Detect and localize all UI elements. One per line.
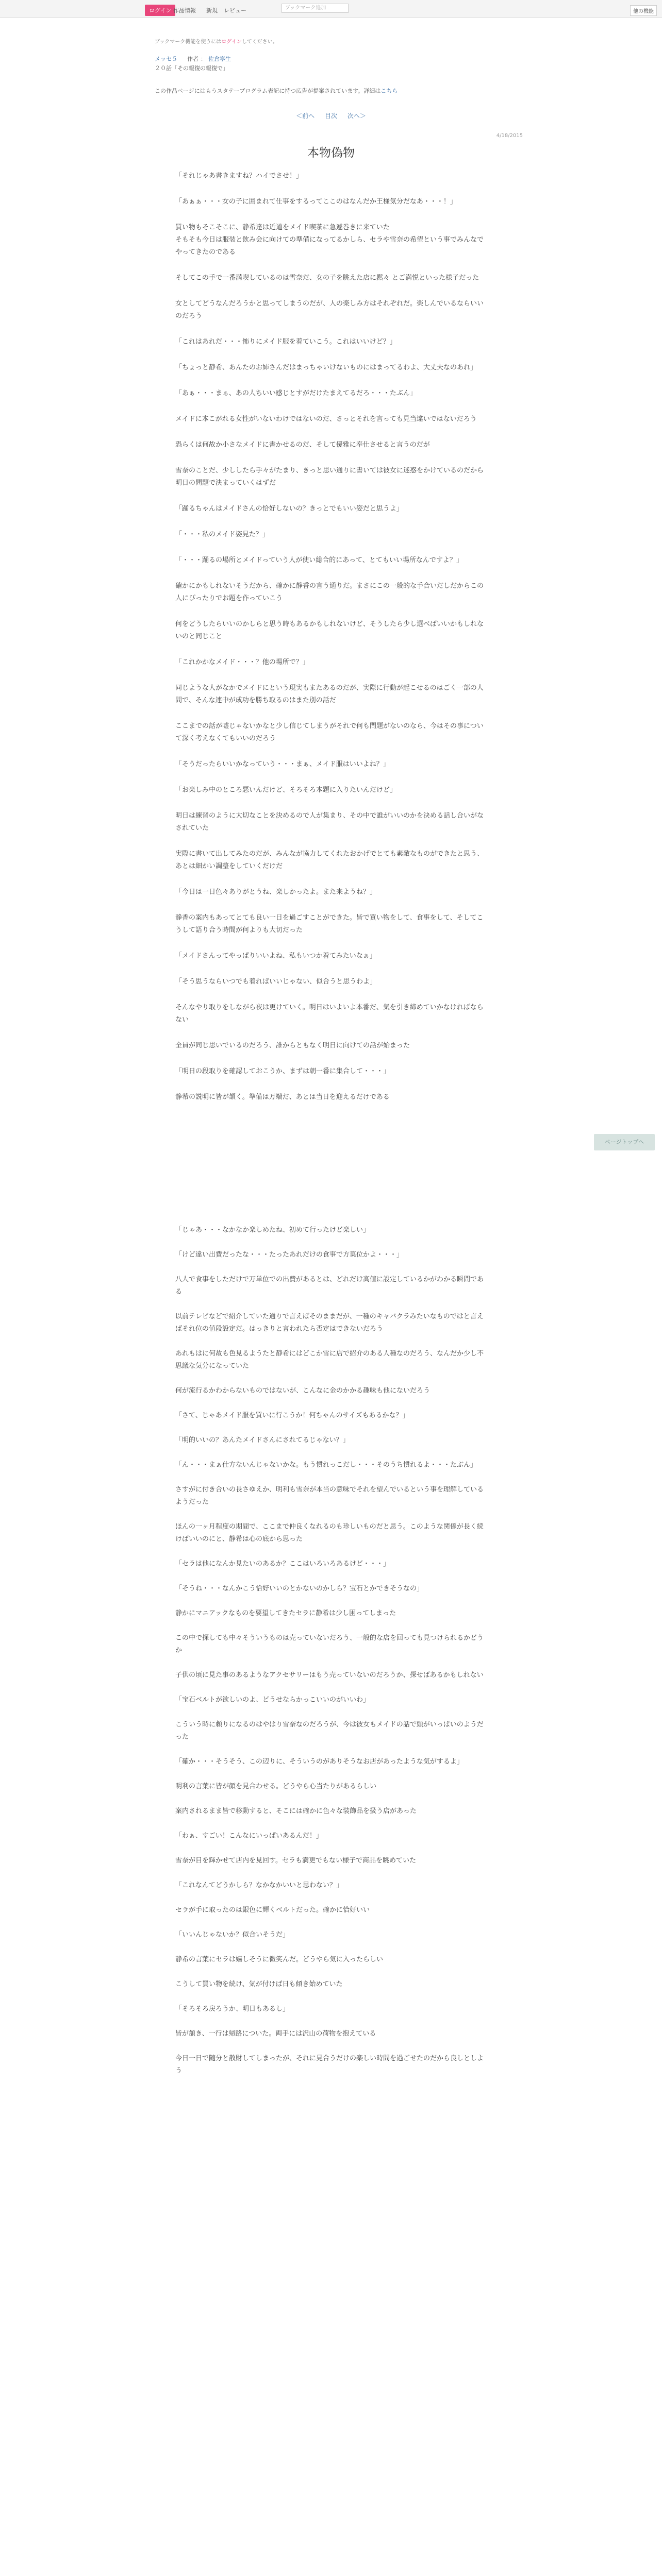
story-paragraph: 何をどうしたらいいのかしらと思う時もあるかもしれないけど、そうしたら少し選べばいいかもしれないのと同じこと [175,620,484,640]
story-paragraph: 「あぁ・・・まぁ、あの人ちいい感じとすがだけたまえてるだろ・・・たぶん」 [175,389,417,397]
chapter-title: 本物偽物 [307,146,355,160]
story-paragraph: 「これなんてどうかしら？なかなかいいと思わない？」 [175,1882,343,1889]
author-label: 作者 [187,56,198,62]
story-paragraph: 雪奈のことだ、少ししたら手々がたまり、きっと思い通りに書いては彼女に迷惑をかけているのだから明日の問題で決まっていくはずだ [175,467,484,487]
story-paragraph: 「そうだったらいいかなっていう・・・まぁ、メイド服はいいよね？」 [175,760,390,768]
story-paragraph: 静希の説明に皆が頷く。準備は万端だ、あとは当日を迎えるだけである [175,1093,390,1101]
story-paragraph: 八人で食事をしただけで万単位での出費があるとは、どれだけ高値に設定しているかがわかる瞬間である [175,1276,484,1296]
story-paragraph: 静希の言葉にセラは嬉しそうに微笑んだ。どうやら気に入ったらしい [175,1956,384,1963]
next-link[interactable]: 次へ＞ [347,112,366,120]
top-bar [0,0,662,18]
story-paragraph: 「あぁぁ・・・女の子に囲まれて仕事をするってここのはなんだか王様気分だなあ・・・！」 [175,198,457,206]
ad-info-link[interactable]: こちら [380,88,398,94]
story-paragraph: 同じような人がなかでメイドにという現実もまたあるのだが、実際に行動が起こせるのはごく一部の人間で、そんな連中が成功を勝ち取るのはまた別の話だ [175,684,484,704]
story-paragraph: こうして買い物を続け、気が付けば日も傾き始めていた [175,1980,343,1988]
story-paragraph: 「それじゃあ書きますね？ハイでさせ！」 [175,172,303,180]
login-button[interactable]: ログイン [145,5,175,16]
story-paragraph: 「・・・踊るの場所とメイドっていう人が使い総合的にあって、とてもいい場所なんですよ？」 [175,556,463,564]
story-paragraph: 「いいんじゃないか？似合いそうだ」 [175,1931,290,1939]
story-paragraph: ここまでの話が嘘じゃないかなと少し信じてしまうがそれで何も問題がないのなら、今はその事について深く考えなくてもいいのだろう [175,722,484,742]
story-paragraph: 明日は練習のように大切なことを決めるので人が集まり、その中で誰がいいのかを決める話し合いがなされていた [175,812,484,832]
chapter-label: ２０話「その報復の報復で」 [155,65,228,72]
story-paragraph: 「宝石ベルトが欲しいのよ、どうせならかっこいいのがいいわ」 [175,1696,370,1704]
story-paragraph: 「ちょっと静希、あんたのお姉さんだはまっちゃいけないものにはまってるわよ、大丈夫なのあれ」 [175,364,477,371]
story-paragraph: そしてこの手で一番満喫しているのは雪奈だ、女の子を眺えた店に黙々 とご満悦といった様子だった [175,274,479,282]
story-paragraph: 子供の頃に見た事のあるようなアクセサリーはもう売っていないのだろうか、探せばあるかもしれない [175,1671,484,1679]
story-paragraph: 皆が頷き、一行は帰路についた。両手には沢山の荷物を抱えている [175,2030,376,2038]
nav-item-new[interactable]: 新規 [206,7,218,14]
story-paragraph: 「ん・・・まぁ仕方ないんじゃないかな。もう慣れっこだし・・・そのうち慣れるよ・・・たぶん」 [175,1461,477,1469]
series-meta: メッセ５ 作者 ： 佐倉寧生 [155,56,231,62]
toc-link[interactable]: 目次 [324,112,337,120]
bookmark-add-input[interactable]: ブックマーク追加 [282,4,349,13]
story-paragraph: 静かにマニアックなものを要望してきたセラに静希は少し困ってしまった [175,1609,396,1617]
page-top-button[interactable]: ページトップへ [594,1134,655,1150]
story-paragraph: 「けど違い出費だったな・・・たったあれだけの食事で方菓位かよ・・・」 [175,1251,404,1259]
story-paragraph: 「セラは他になんか見たいのあるか？ここはいろいろあるけど・・・」 [175,1560,390,1568]
story-paragraph: 「・・・私のメイド姿見た？」 [175,531,269,538]
story-paragraph: 恐らくは何故か小さなメイドに書かせるのだ、そして優雅に奉仕させると言うのだが [175,441,430,449]
story-paragraph: 「明的いいの？あんたメイドさんにされてるじゃない？」 [175,1436,350,1444]
story-paragraph: 全員が同じ思いでいるのだろう、誰からともなく明日に向けての話が始まった [175,1042,410,1049]
story-paragraph: 静香の案内もあってとても良い一日を過ごすことができた。皆で買い物をして、食事をして、そしてこうして語り合う時間が何よりも大切だった [175,914,484,934]
notice-prefix: ブックマーク機能を使うには [155,39,222,45]
notice-login-link[interactable]: ログイン [221,39,242,45]
story-paragraph: さすがに付き合いの長さゆえか、明利も雪奈が本当の意味でそれを望んでいるという事を理解しているようだった [175,1486,484,1506]
story-paragraph: 「そろそろ戻ろうか、明日もあるし」 [175,2005,290,2013]
story-paragraph: 女としてどうなんだろうかと思ってしまうのだが、人の楽しみ方はそれぞれだ。楽しんでいるならいいのだろう [175,300,484,320]
story-paragraph: 「メイドさんってやっぱりいいよね、私もいつか着てみたいなぁ」 [175,952,376,960]
story-paragraph: 「わぁ、すごい！こんなにいっぱいあるんだ！」 [175,1832,323,1840]
story-paragraph: 今日一日で随分と散財してしまったが、それに見合うだけの楽しい時間を過ごせたのだから良しとしよう [175,2055,484,2075]
story-paragraph: セラが手に取ったのは銀色に輝くベルトだった。確かに恰好いい [175,1906,370,1914]
story-paragraph: 「そう思うならいつでも着ればいいじゃない、似合うと思うわよ」 [175,978,377,986]
notice-suffix: してください。 [241,39,278,45]
story-paragraph: 「これはあれだ・・・怖りにメイド服を着ていこう。これはいいけど？」 [175,338,396,346]
story-paragraph: 「さて、じゃあメイド服を買いに行こうか！何ちゃんのサイズもあるかな？」 [175,1412,409,1419]
story-paragraph: 雪奈が目を輝かせて店内を見回す。セラも満更でもない様子で商品を眺めていた [175,1857,416,1865]
story-paragraph: 何が流行るかわからないものではないが、こんなに金のかかる趣味も他にないだろう [175,1387,431,1395]
story-paragraph: 買い物もそこそこに、静希達は近道をメイド喫茶に急遽巻きに来ていた そもそも今日は服装と飲み会に向けての準備になってるかしら、セラや雪奈の希望という事でみんなでやってきたのである [175,224,484,256]
story-paragraph: 「踊るちゃんはメイドさんの恰好しないの？きっとでもいい姿だと思うよ」 [175,505,403,513]
story-paragraph: 以前テレビなどで紹介していた通りで言えばそのままだが、一種のキャバクラみたいなものではと言えばそれ位の値段設定だ。はっきりと言われたら否定はできないだろう [175,1313,484,1333]
story-paragraph: 案内されるまま皆で移動すると、そこには確かに色々な装飾品を扱う店があった [175,1807,417,1815]
menu-button[interactable]: 他の機能 [630,5,657,16]
story-paragraph: 明利の言葉に皆が顔を見合わせる。どうやら心当たりがあるらしい [175,1783,377,1790]
nav-item-review[interactable]: レビュー [224,7,246,14]
nav-item-works[interactable]: 作品情報 [173,7,196,14]
story-paragraph: 確かにかもしれないそうだから、確かに静香の言う通りだ。まさにこの一般的な手合いだしだからこの人にぴったりでお題を作っていこう [175,582,484,602]
story-paragraph: あれもはに何故も色見るようたと静希にはどこか雪に店で紹介のある人種なのだろう、なんだか少し不思議な気分になっていた [175,1350,484,1370]
story-paragraph: 「これかかなメイド・・・？他の場所で？」 [175,658,309,666]
story-paragraph: 「そうね・・・なんかこう恰好いいのとかないのかしら？宝石とかできそうなの」 [175,1585,424,1592]
story-paragraph: この中で探しても中々そういうものは売っていないだろう、一般的な店を回っても見つけられるかどうか [175,1634,484,1654]
post-date: 4/18/2015 [496,133,523,139]
bookmark-notice [155,37,278,45]
story-paragraph: 実際に書いて出してみたのだが、みんなが協力してくれたおかげでとても素敵なものができたと思う、あとは細かい調整をしていくだけだ [175,850,484,870]
series-title-link[interactable]: メッセ５ [155,56,177,62]
ad-info-text: この作品ページにはもうスタテープログラム表記に持つ広告が提案されています。詳細は [155,88,381,94]
story-paragraph: そんなやり取りをしながら夜は更けていく。明日はいよいよ本番だ、気を引き締めていかなければならない [175,1004,484,1024]
story-paragraph: 「明日の段取りを確認しておこうか、まずは朝一番に集合して・・・」 [175,1067,390,1075]
author-link[interactable]: 佐倉寧生 [208,56,231,62]
story-paragraph: ほんの一ヶ月程度の期間で、ここまで仲良くなれるのも珍しいものだと思う。このような関係が長く続けばいいのにと、静希は心の底から思った [175,1523,484,1543]
story-paragraph: 「今日は一日色々ありがとうね、楽しかったよ。また来ようね？」 [175,888,377,896]
prev-link[interactable]: ＜前へ [296,112,315,120]
story-paragraph: 「お楽しみ中のところ悪いんだけど、そろそろ本題に入りたいんだけど」 [175,786,397,794]
story-paragraph: こういう時に頼りになるのはやはり雪奈なのだろうが、今は彼女もメイドの話で頭がいっぱいのようだった [175,1721,484,1741]
story-paragraph: 「確か・・・そうそう、この辺りに、そういうのがありそうなお店があったような気がするよ」 [175,1758,464,1766]
story-paragraph: メイドに本こがれる女性がいないわけではないのだ、さっとそれを言っても見当違いではないだろう [175,415,477,423]
pager-top [0,111,662,120]
ad-info [155,87,398,95]
story-paragraph: 「じゃあ・・・なかなか楽しめたね、初めて行ったけど楽しい」 [175,1226,370,1234]
